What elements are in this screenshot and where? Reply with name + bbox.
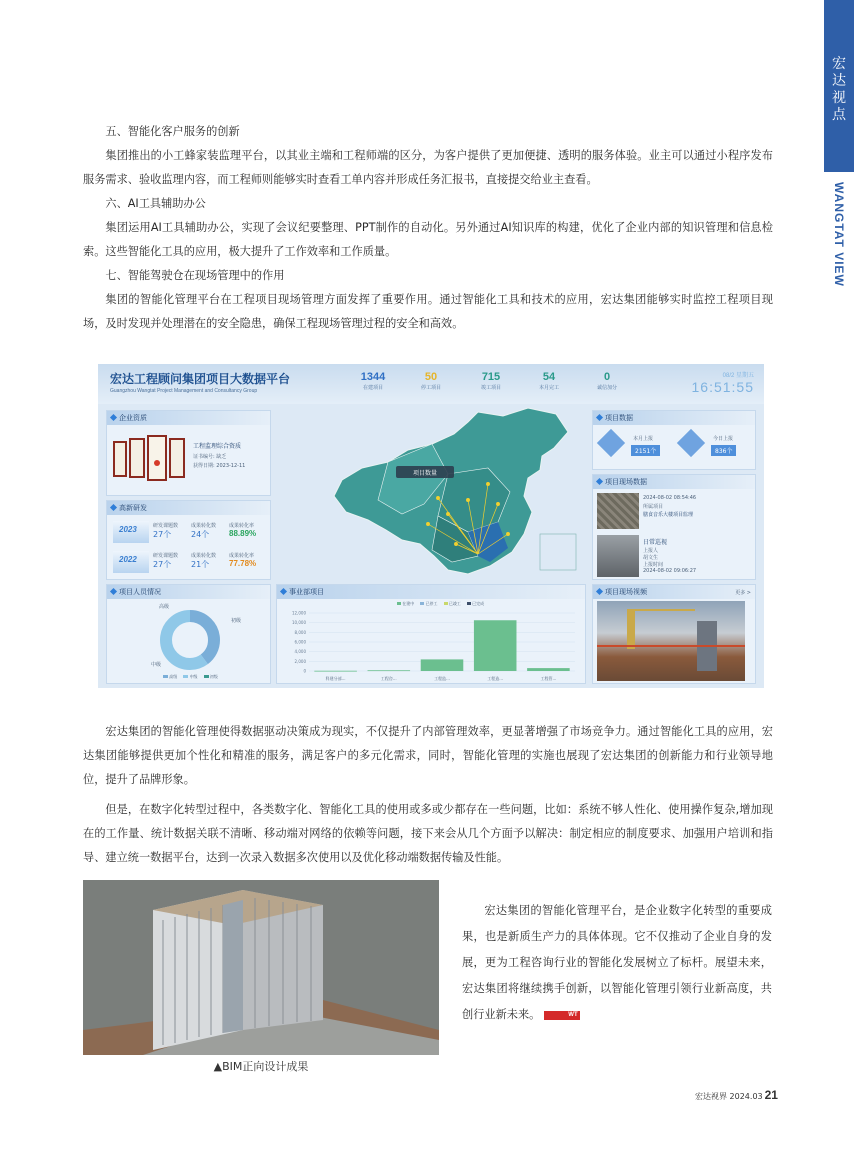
y-tick-label: 2,000: [294, 658, 306, 664]
cert-number: 证书编号: 缺乏: [193, 454, 227, 460]
dashboard-title: 宏达工程顾问集团项目大数据平台: [110, 372, 291, 386]
wt-end-mark: WT: [544, 1011, 580, 1020]
people-legend: 高级 中级 初级: [163, 674, 218, 680]
side-english-label: WANGTAT VIEW: [832, 182, 846, 287]
panel-rd: 高新研发 2023 研发课题数 27个 成果转化数 24个 成果转化率 88.89% 2022 研发课题数 27个 成果转化数 21个 成果转化率 77.78%: [106, 500, 271, 580]
closing-paragraph: 宏达集团的智能化管理平台，是企业数字化转型的重要成果，也是新质生产力的具体体现。它不仅推动了企业自身的发展，更为工程咨询行业的智能化发展树立了标杆。展望未来，宏达集团将继续携手创新，以智能化管理引领行业新高度，共创行业新未来。: [462, 904, 772, 1021]
panel-qualification: 企业资质 工程监理综合资质 证书编号: 缺乏 获得日期: 2023-12-11: [106, 410, 271, 496]
site-photo-1: [597, 493, 639, 529]
panel-site-video: 项目现场视频 更多 >: [592, 584, 756, 684]
stat-completed: 715 竣工项目: [480, 371, 501, 391]
panel-site-data: 项目现场数据 2024-08-02 08:54:46 所属项目 膳食音乐大楼项目监理 日常巡视 上报人 胡文生 上报时间 2024-08-02 09:06:27: [592, 474, 756, 580]
bar-3: [474, 620, 517, 671]
image-caption: ▲BIM正向设计成果: [213, 1060, 309, 1073]
month-label: 本月上报: [633, 436, 654, 442]
map-tooltip: 项目数量: [412, 470, 438, 477]
bar-2: [421, 659, 464, 671]
today-hex-icon: [677, 429, 705, 457]
bar-0: [314, 671, 357, 672]
panel-project-data: 项目数据 本月上报 2151个 今日上报 836个: [592, 410, 756, 470]
side-tab: [824, 0, 854, 172]
paragraph-impact: 宏达集团的智能化管理使得数据驱动决策成为现实，不仅提升了内部管理效率，更显著增强了市场竞争力。通过智能化工具的应用，宏达集团能够提供更加个性化和精准的服务，满足客户的多元化需求，同时，智能化管理的实施也展现了宏达集团的创新能力和行业领导地位，提升了品牌形象。: [83, 725, 773, 786]
footer-label: 宏达视界 2024.03: [695, 1092, 763, 1101]
bar-1: [368, 670, 411, 671]
section-5-body: 集团推出的小工蜂家装监理平台，以其业主端和工程师端的区分，为客户提供了更加便捷、透明的服务体验。业主可以通过小程序发布服务需求、验收监理内容，而工程师则能够实时查看工单内容并形成任务汇报书，直接提交给业主查看。: [83, 149, 773, 186]
month-hex-icon: [597, 429, 625, 457]
y-tick-label: 0: [303, 668, 306, 674]
people-donut-chart: [155, 605, 225, 675]
department-bar-chart: [279, 603, 585, 683]
y-tick-label: 10,000: [292, 620, 306, 626]
x-tick-label: 工程造...: [487, 676, 504, 681]
y-tick-label: 8,000: [294, 629, 306, 635]
dashboard-clock: 08/2 星期五 16:51:55: [691, 373, 754, 395]
stat-suspended: 50 停工项目: [420, 371, 441, 391]
section-7-title: 七、智能驾驶仓在现场管理中的作用: [105, 269, 285, 282]
side-tab-label: 宏 达 视 点: [832, 56, 846, 123]
stat-month-completed: 54 本月完工: [538, 371, 559, 391]
section-7-body: 集团的智能化管理平台在工程项目现场管理方面发挥了重要作用。通过智能化工具和技术的应用，宏达集团能够实时监控工程项目现场，及时发现并处理潜在的安全隐患，确保工程现场管理过程的安全和高效。: [83, 293, 773, 330]
section-5-title: 五、智能化客户服务的创新: [105, 125, 240, 138]
panel-people: 项目人员情况 高级 初级 中级 高级 中级 初级: [106, 584, 271, 684]
article-middle: [83, 720, 773, 870]
stat-in-progress: 1344 在建项目: [360, 371, 386, 391]
x-tick-label: 工程咨...: [380, 676, 397, 681]
page-footer: [695, 1088, 778, 1102]
cert-name: 工程监理综合资质: [193, 443, 242, 450]
panel-department-projects: 事业部项目 在建中 已停工 已竣工 已完成 12,000 10,000 8,000 6,000 4,000 2,000 0 科建分部... 工程咨... 工程监... 工程造... 工程管...: [276, 584, 586, 684]
month-value: 2151个: [631, 445, 660, 456]
bim-render-image: [83, 880, 439, 1055]
today-value: 836个: [711, 445, 736, 456]
dashboard-subtitle: Guangzhou Wangtat Project Management and Consultancy Group: [110, 388, 258, 394]
dashboard-screenshot: [98, 364, 764, 688]
article-top: [83, 120, 773, 336]
closing-text: [462, 898, 772, 1028]
section-6-title: 六、AI工具辅助办公: [105, 197, 206, 210]
x-tick-label: 科建分部...: [325, 676, 346, 681]
paragraph-problems: 但是，在数字化转型过程中，各类数字化、智能化工具的使用或多或少都存在一些问题，比如：系统不够人性化、使用操作复杂,增加现在的工作量、统计数据关联不清晰、移动端对网络的依赖等问题，接下来会从几个方面予以解决：制定相应的制度要求、加强用户培训和指导、建立统一数据平台，达到一次录入数据多次使用以及优化移动端数据传输及性能。: [83, 803, 773, 864]
site-photo-2: [597, 535, 639, 577]
china-map: [328, 404, 588, 584]
y-tick-label: 6,000: [294, 639, 306, 645]
y-tick-label: 12,000: [292, 610, 306, 616]
bar-4: [527, 668, 570, 671]
x-tick-label: 工程管...: [540, 676, 557, 681]
x-tick-label: 工程监...: [434, 676, 450, 681]
video-more-link[interactable]: 更多 >: [735, 590, 751, 596]
today-label: 今日上报: [713, 436, 734, 442]
dashboard-header: [98, 364, 764, 404]
certificates-image: [113, 435, 189, 481]
section-6-body: 集团运用AI工具辅助办公，实现了会议纪要整理、PPT制作的自动化。另外通过AI知识库的构建，优化了企业内部的知识管理和信息检索。这些智能化工具的应用，极大提升了工作效率和工作质量。: [83, 221, 773, 258]
y-tick-label: 4,000: [294, 649, 306, 655]
page-number: 21: [764, 1088, 778, 1102]
dept-chart-legend: 在建中 已停工 已竣工 已完成: [397, 601, 484, 607]
cert-date: 获得日期: 2023-12-11: [193, 463, 246, 469]
site-video-player[interactable]: [597, 601, 745, 681]
stat-credit: 0 诚信加分: [596, 371, 617, 391]
